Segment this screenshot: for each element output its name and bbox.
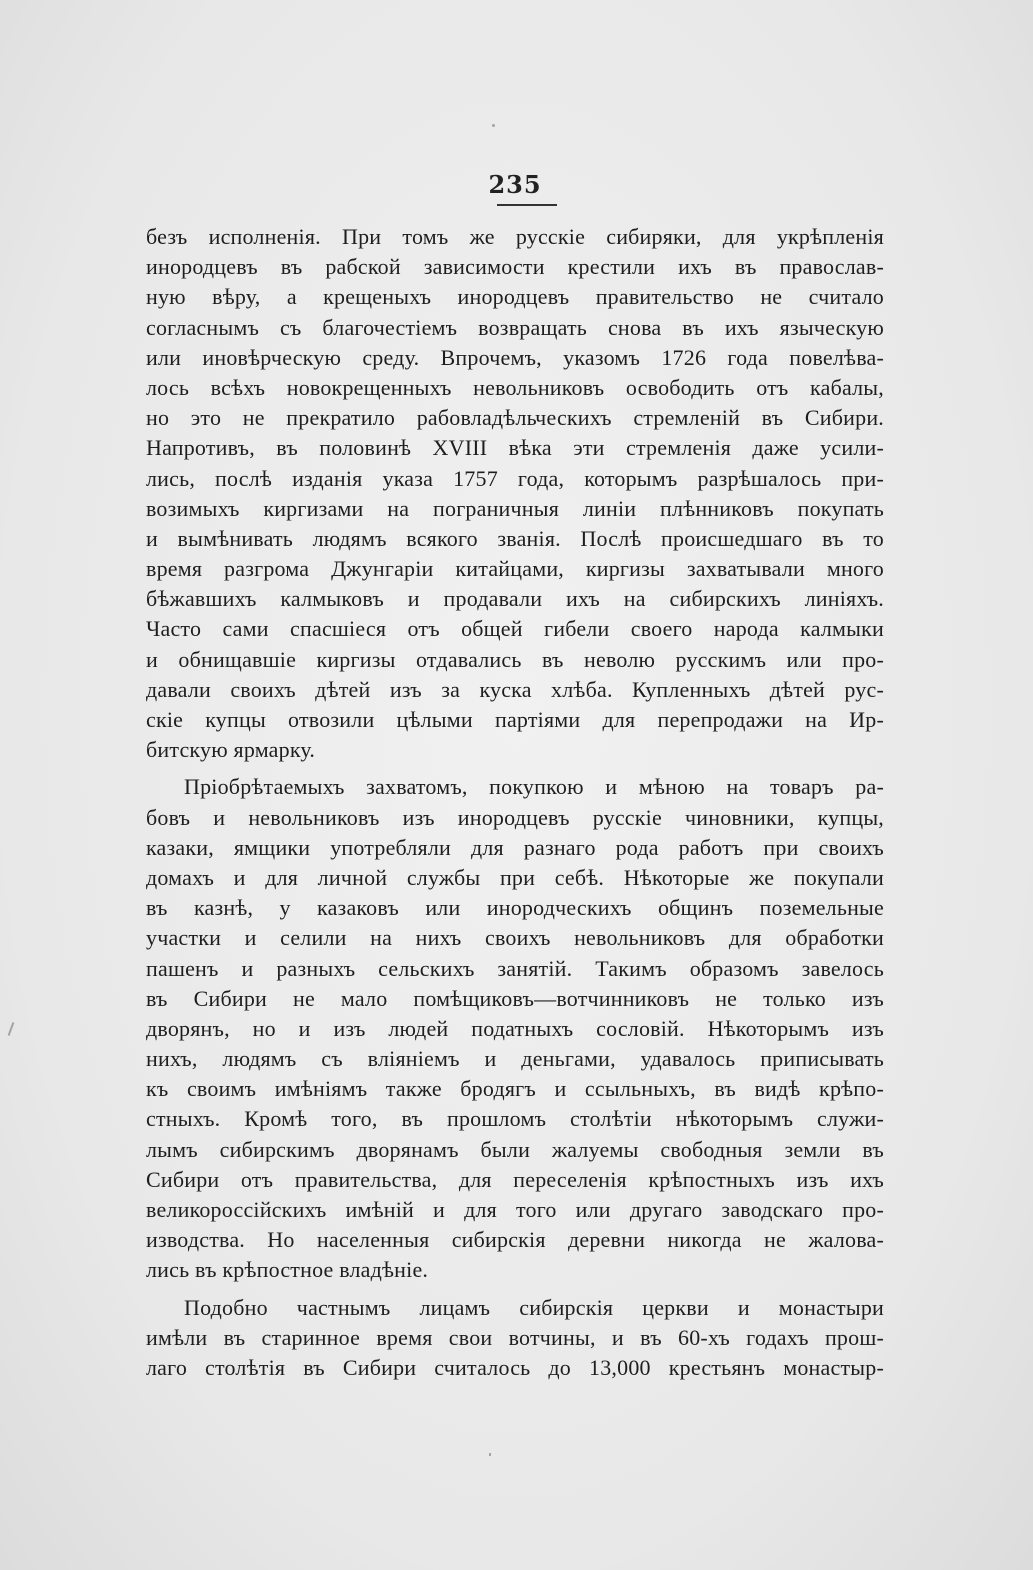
text-line: лось всѣхъ новокрещенныхъ невольниковъ освободить отъ кабалы, [146, 374, 884, 400]
text-line: и обнищавшіе киргизы отдавались въ неволю русскимъ или про- [146, 646, 884, 672]
text-line: инородцевъ въ рабской зависимости крестили ихъ въ православ- [146, 254, 884, 280]
text-line: и вымѣнивать людямъ всякого званія. Послѣ происшедшаго въ то [146, 525, 884, 551]
text-line: возимыхъ киргизами на пограничныя линіи плѣнниковъ покупать [146, 495, 884, 521]
text-line: Сибири отъ правительства, для переселенія крѣпостныхъ изъ ихъ [146, 1166, 884, 1192]
scan-speck [489, 1453, 491, 1456]
text-line: ную вѣру, а крещеныхъ инородцевъ правительство не считало [146, 284, 884, 310]
paragraph-gap [146, 765, 884, 772]
text-line: но это не прекратило рабовладѣльческихъ стремленій въ Сибири. [146, 405, 884, 431]
text-line: битскую ярмарку. [146, 737, 316, 763]
text-line: Подобно частнымъ лицамъ сибирскія церкви и монастыри [184, 1294, 884, 1320]
text-line: бовъ и невольниковъ изъ инородцевъ русскіе чиновники, купцы, [146, 804, 884, 830]
text-line: дворянъ, но и изъ людей податныхъ сословій. Нѣкоторымъ изъ [146, 1015, 884, 1041]
text-line: бѣжавшихъ калмыковъ и продавали ихъ на сибирскихъ линіяхъ. [146, 586, 884, 612]
body-text [146, 222, 884, 1383]
text-line: къ своимъ имѣніямъ также бродягъ и ссыльныхъ, въ видѣ крѣпо- [146, 1076, 884, 1102]
page-number-rule [497, 204, 557, 206]
text-line: Напротивъ, въ половинѣ XVIII вѣка эти стремленія даже усили- [146, 435, 884, 461]
text-line: пашенъ и разныхъ сельскихъ занятій. Такимъ образомъ завелось [146, 955, 884, 981]
text-line: стныхъ. Кромѣ того, въ прошломъ столѣтіи нѣкоторымъ служи- [146, 1106, 884, 1132]
text-line: нихъ, людямъ съ вліяніемъ и деньгами, удавалось приписывать [146, 1046, 884, 1072]
paragraph-gap [146, 1286, 884, 1293]
text-line: Пріобрѣтаемыхъ захватомъ, покупкою и мѣною на товаръ ра- [184, 774, 884, 800]
text-line: Часто сами спасшіеся отъ общей гибели своего народа калмыки [146, 616, 884, 642]
page-number: 235 [488, 170, 542, 199]
scan-speck [492, 124, 495, 127]
paragraph [146, 1293, 884, 1384]
text-line: домахъ и для личной службы при себѣ. Нѣкоторые же покупали [146, 864, 884, 890]
text-line: въ Сибири не мало помѣщиковъ—вотчинниковъ не только изъ [146, 985, 884, 1011]
text-line: безъ исполненія. При томъ же русскіе сибиряки, для укрѣпленія [146, 224, 884, 249]
text-line: лымъ сибирскимъ дворянамъ были жалуемы свободныя земли въ [146, 1136, 884, 1162]
text-line: въ казнѣ, у казаковъ или инородческихъ общинъ поземельные [146, 895, 884, 921]
paragraph [146, 772, 884, 1285]
text-line: казаки, ямщики употребляли для разнаго рода работъ при своихъ [146, 834, 884, 860]
text-line: давали своихъ дѣтей изъ за куска хлѣба. Купленныхъ дѣтей рус- [146, 676, 884, 702]
text-line: согласнымъ съ благочестіемъ возвращать снова въ ихъ языческую [146, 314, 884, 340]
text-line: изводства. Но населенныя сибирскія деревни никогда не жалова- [146, 1227, 884, 1253]
text-line: участки и селили на нихъ своихъ невольниковъ для обработки [146, 925, 884, 951]
text-line: великороссійскихъ имѣній и для того или другаго заводскаго про- [146, 1197, 884, 1222]
paragraph [146, 222, 884, 765]
text-line: или иновѣрческую среду. Впрочемъ, указомъ 1726 года повелѣва- [146, 344, 884, 370]
text-line: имѣли въ старинное время свои вотчины, и въ 60-хъ годахъ прош- [146, 1324, 884, 1350]
text-line: лись въ крѣпостное владѣніе. [146, 1257, 429, 1283]
scan-speck [8, 1022, 15, 1036]
text-line: скіе купцы отвозили цѣлыми партіями для перепродажи на Ир- [146, 707, 884, 732]
text-line: время разгрома Джунгаріи китайцами, киргизы захватывали много [146, 556, 884, 582]
text-line: лаго столѣтія въ Сибири считалось до 13,000 крестьянъ монастыр- [146, 1354, 884, 1380]
text-line: лись, послѣ изданія указа 1757 года, которымъ разрѣшалось при- [146, 465, 884, 491]
